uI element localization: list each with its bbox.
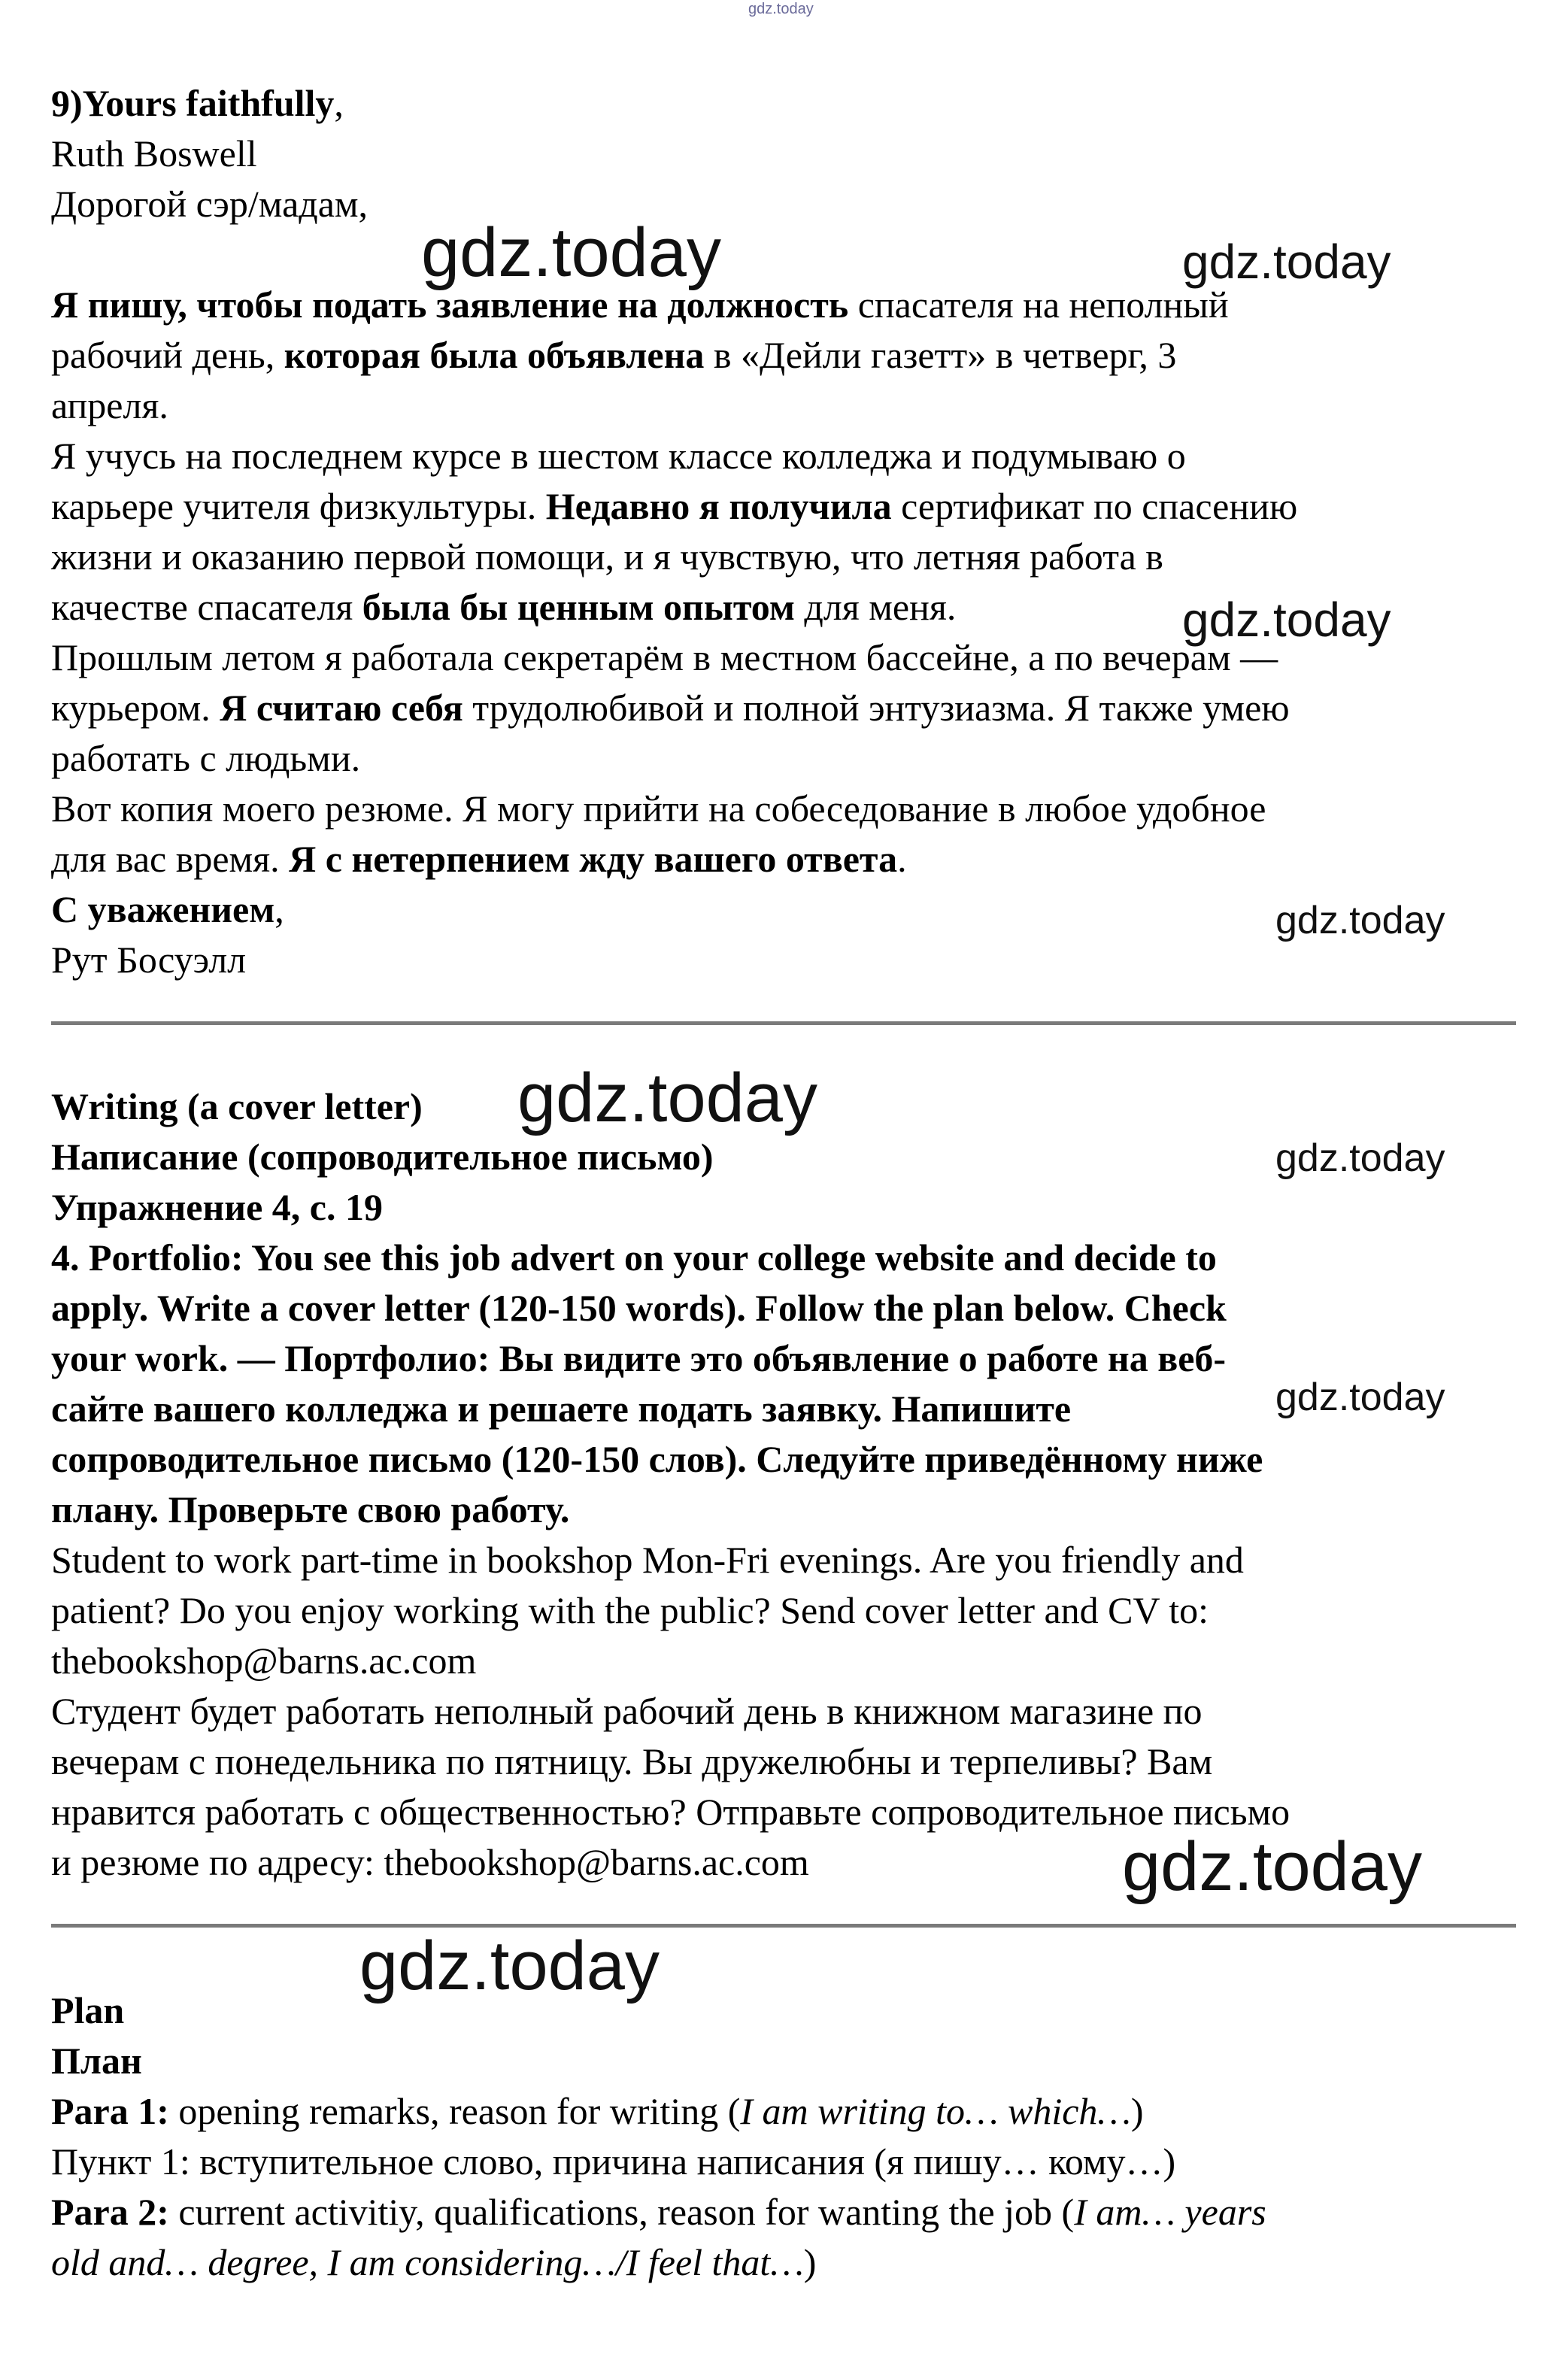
exercise-task: 4. Portfolio: You see this job advert on your college website and decide to	[51, 1236, 1217, 1279]
advert-ru: Студент будет работать неполный рабочий день в книжном магазине по	[51, 1690, 1203, 1732]
advert-ru: нравится работать с общественностью? Отправьте сопроводительное письмо	[51, 1791, 1290, 1833]
watermark: gdz.today	[1122, 1828, 1422, 1905]
advert-en: Student to work part-time in bookshop Mon-Fri evenings. Are you friendly and	[51, 1539, 1244, 1581]
advert-ru: вечерам с понедельника по пятницу. Вы дружелюбны и терпеливы? Вам	[51, 1740, 1213, 1782]
section-divider	[51, 1021, 1516, 1025]
letter-paragraph-4: Вот копия моего резюме. Я могу прийти на собеседование в любое удобное	[51, 787, 1266, 830]
letter-name-en: Ruth Boswell	[51, 132, 257, 174]
plan-para-2: old and… degree, I am considering…/I feel that…)	[51, 2241, 817, 2283]
letter-translation	[51, 78, 1525, 985]
letter-paragraph-3: курьером. Я считаю себя трудолюбивой и полной энтузиазма. Я также умею	[51, 687, 1290, 729]
watermark: gdz.today	[1182, 593, 1391, 647]
exercise-task: плану. Проверьте свою работу.	[51, 1488, 570, 1530]
plan-title-en: Plan	[51, 1989, 125, 2031]
exercise-task: сопроводительное письмо (120-150 слов). Следуйте приведённому ниже	[51, 1438, 1263, 1480]
advert-en: patient? Do you enjoy working with the public? Send cover letter and CV to:	[51, 1589, 1209, 1631]
letter-closing-ru: С уважением,	[51, 888, 284, 930]
letter-paragraph-2: качестве спасателя была бы ценным опытом для меня.	[51, 586, 957, 628]
letter-paragraph-4: для вас время. Я с нетерпением жду вашего ответа.	[51, 838, 907, 880]
letter-paragraph-3: работать с людьми.	[51, 737, 361, 779]
plan-title-ru: План	[51, 2040, 142, 2082]
plan-punkt-1: Пункт 1: вступительное слово, причина написания (я пишу… кому…)	[51, 2140, 1176, 2183]
letter-paragraph-2: жизни и оказанию первой помощи, и я чувствую, что летняя работа в	[51, 535, 1163, 578]
letter-paragraph-3: Прошлым летом я работала секретарём в местном бассейне, а по вечерам —	[51, 636, 1278, 678]
exercise-title-en: Writing (a cover letter)	[51, 1085, 423, 1127]
watermark: gdz.today	[1182, 235, 1391, 289]
watermark: gdz.today	[421, 214, 721, 291]
letter-paragraph-1: рабочий день, которая была объявлена в «Дейли газетт» в четверг, 3	[51, 334, 1177, 376]
watermark: gdz.today	[359, 1928, 660, 2004]
watermark: gdz.today	[1275, 899, 1445, 942]
letter-greeting-ru: Дорогой сэр/мадам,	[51, 183, 368, 225]
watermark: gdz.today	[1275, 1136, 1445, 1180]
plan-para-1: Para 1: opening remarks, reason for writing (I am writing to… which…)	[51, 2090, 1144, 2132]
letter-paragraph-2: карьере учителя физкультуры. Недавно я получила сертификат по спасению	[51, 485, 1298, 527]
letter-closing-en: 9)Yours faithfully,	[51, 82, 344, 124]
exercise-section	[51, 1081, 1525, 1888]
exercise-task: сайте вашего колледжа и решаете подать заявку. Напишите	[51, 1388, 1072, 1430]
section-divider	[51, 1924, 1516, 1928]
watermark: gdz.today	[517, 1060, 817, 1136]
watermark-top: gdz.today	[748, 1, 814, 17]
plan-section	[51, 1985, 1525, 2288]
exercise-title-ru: Написание (сопроводительное письмо)	[51, 1136, 714, 1178]
watermark: gdz.today	[1275, 1376, 1445, 1419]
plan-para-2: Para 2: current activitiy, qualifications, reason for wanting the job (I am… years	[51, 2191, 1266, 2233]
exercise-reference: Упражнение 4, с. 19	[51, 1186, 383, 1228]
letter-paragraph-2: Я учусь на последнем курсе в шестом классе колледжа и подумываю о	[51, 435, 1186, 477]
letter-paragraph-1: Я пишу, чтобы подать заявление на должность спасателя на неполный	[51, 284, 1229, 326]
letter-paragraph-1: апреля.	[51, 384, 168, 426]
letter-name-ru: Рут Босуэлл	[51, 939, 247, 981]
advert-ru: и резюме по адресу: thebookshop@barns.ac.com	[51, 1841, 809, 1883]
exercise-task: your work. — Портфолио: Вы видите это объявление о работе на веб-	[51, 1337, 1227, 1379]
advert-en: thebookshop@barns.ac.com	[51, 1640, 477, 1682]
exercise-task: apply. Write a cover letter (120-150 words). Follow the plan below. Check	[51, 1287, 1227, 1329]
